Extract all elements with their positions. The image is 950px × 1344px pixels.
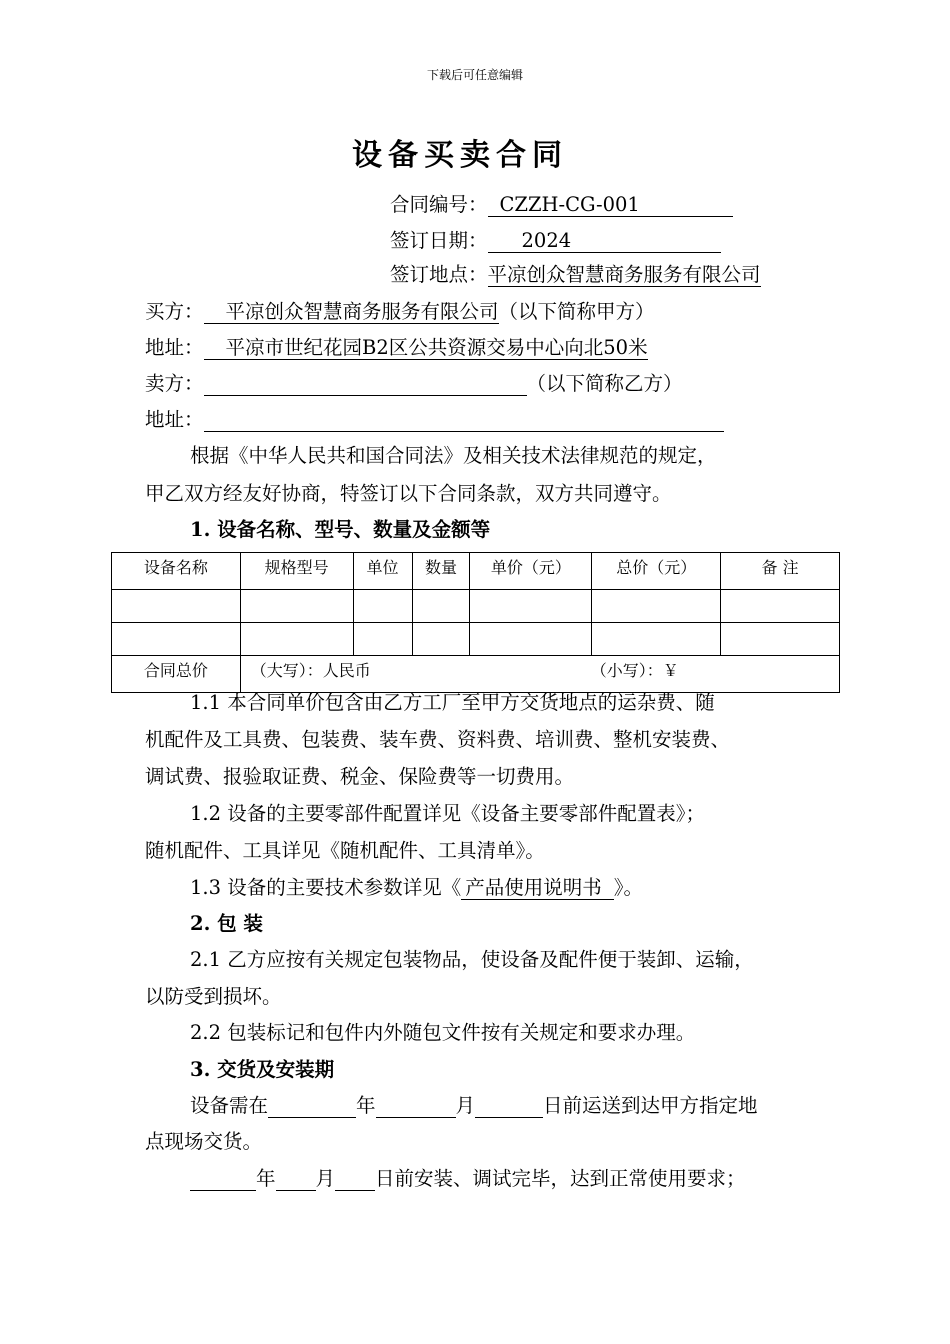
table-row — [112, 623, 840, 656]
clause-1-2-line-2: 随机配件、工具详见《随机配件、工具清单》。 — [145, 839, 545, 862]
table-cell[interactable] — [470, 590, 592, 623]
section-2-heading: 2. 包 装 — [190, 912, 263, 935]
install-year-label: 年 — [256, 1167, 276, 1190]
sign-date-value: 2024 — [521, 229, 572, 252]
total-lower: （小写）：￥ — [590, 661, 679, 680]
delivery-suffix: 日前运送到达甲方指定地 — [543, 1094, 758, 1117]
buyer-field[interactable] — [204, 299, 499, 324]
install-line — [190, 1166, 746, 1192]
table-cell[interactable] — [721, 590, 840, 623]
header-quantity: 数量 — [412, 553, 470, 590]
header-unit-price: 单价（元） — [470, 553, 592, 590]
delivery-year-label: 年 — [356, 1094, 376, 1117]
contract-number-value: CZZH-CG-001 — [499, 193, 640, 216]
clause-1-3-prefix: 1.3 设备的主要技术参数详见《 — [190, 876, 462, 899]
intro-line-2: 甲乙双方经友好协商，特签订以下合同条款，双方共同遵守。 — [145, 482, 672, 505]
page-title: 设备买卖合同 — [352, 138, 568, 173]
header-unit: 单位 — [353, 553, 412, 590]
seller-address-field[interactable] — [204, 407, 724, 432]
sign-date-field[interactable] — [488, 228, 721, 253]
delivery-year-field[interactable] — [268, 1093, 356, 1118]
equipment-table — [111, 552, 840, 693]
delivery-line-2: 点现场交货。 — [145, 1130, 263, 1153]
clause-2-1-line-2: 以防受到损坏。 — [145, 985, 282, 1008]
contract-number-label: 合同编号： — [390, 193, 488, 216]
total-amount-cell[interactable] — [240, 656, 839, 693]
seller-address-label: 地址： — [145, 408, 204, 431]
clause-2-1-line-1: 2.1 乙方应按有关规定包装物品，使设备及配件便于装卸、运输， — [190, 948, 754, 971]
clause-1-1-line-2: 机配件及工具费、包装费、装车费、资料费、培训费、整机安装费、 — [145, 728, 731, 751]
delivery-month-label: 月 — [455, 1094, 476, 1117]
seller-label: 卖方： — [145, 372, 204, 395]
buyer-address-row — [145, 335, 648, 361]
table-cell[interactable] — [240, 623, 353, 656]
sign-place-value: 平凉创众智慧商务服务有限公司 — [487, 263, 761, 286]
total-label: 合同总价 — [112, 656, 241, 693]
clause-1-1-line-1: 1.1 本合同单价包含由乙方工厂至甲方交货地点的运杂费、随 — [190, 691, 715, 714]
seller-suffix: （以下简称乙方） — [526, 372, 683, 395]
delivery-month-field[interactable] — [376, 1093, 456, 1118]
sign-place-field[interactable] — [488, 262, 761, 287]
clause-1-2-line-1: 1.2 设备的主要零部件配置详见《设备主要零部件配置表》； — [190, 802, 705, 825]
intro-line-1: 根据《中华人民共和国合同法》及相关技术法律规范的规定， — [190, 444, 717, 467]
table-cell[interactable] — [112, 623, 241, 656]
sign-date-label: 签订日期： — [390, 229, 488, 252]
table-cell[interactable] — [353, 590, 412, 623]
header-model: 规格型号 — [240, 553, 353, 590]
install-day-field[interactable] — [335, 1166, 375, 1191]
seller-row — [145, 371, 683, 397]
clause-2-2: 2.2 包装标记和包件内外随包文件按有关规定和要求办理。 — [190, 1021, 696, 1044]
install-suffix: 日前安装、调试完毕，达到正常使用要求； — [375, 1167, 746, 1190]
buyer-suffix: （以下简称甲方） — [498, 300, 655, 323]
header-total-price: 总价（元） — [592, 553, 721, 590]
section-1-heading: 1. 设备名称、型号、数量及金额等 — [190, 518, 491, 541]
delivery-prefix: 设备需在 — [190, 1094, 269, 1117]
table-row — [112, 590, 840, 623]
buyer-label: 买方： — [145, 300, 204, 323]
table-total-row — [112, 656, 840, 693]
manual-field[interactable] — [461, 875, 614, 900]
seller-address-row — [145, 407, 724, 433]
section-3-heading: 3. 交货及安装期 — [190, 1058, 335, 1081]
install-year-field[interactable] — [190, 1166, 256, 1191]
table-cell[interactable] — [353, 623, 412, 656]
table-cell[interactable] — [592, 590, 721, 623]
contract-number-row — [390, 192, 733, 218]
delivery-line-1 — [190, 1093, 758, 1119]
install-month-label: 月 — [315, 1167, 336, 1190]
table-header-row — [112, 553, 840, 590]
header-note: 下载后可任意编辑 — [426, 68, 523, 82]
contract-number-field[interactable] — [488, 192, 733, 217]
clause-1-1-line-3: 调试费、报验取证费、税金、保险费等一切费用。 — [145, 765, 575, 788]
clause-1-3 — [190, 875, 643, 901]
table-cell[interactable] — [240, 590, 353, 623]
manual-value: 产品使用说明书 — [465, 876, 602, 899]
sign-place-row — [390, 262, 761, 288]
table-cell[interactable] — [721, 623, 840, 656]
buyer-address-field[interactable] — [204, 335, 648, 360]
delivery-day-field[interactable] — [475, 1093, 543, 1118]
install-month-field[interactable] — [276, 1166, 316, 1191]
seller-field[interactable] — [204, 371, 527, 396]
sign-place-label: 签订地点： — [390, 263, 488, 286]
buyer-value: 平凉创众智慧商务服务有限公司 — [225, 300, 499, 323]
buyer-address-value: 平凉市世纪花园B2区公共资源交易中心向北50米 — [225, 336, 648, 359]
table-cell[interactable] — [412, 623, 470, 656]
buyer-row — [145, 299, 655, 325]
table-cell[interactable] — [592, 623, 721, 656]
table-cell[interactable] — [112, 590, 241, 623]
clause-1-3-suffix: 》。 — [613, 876, 643, 899]
buyer-address-label: 地址： — [145, 336, 204, 359]
header-equipment-name: 设备名称 — [112, 553, 241, 590]
header-remarks: 备 注 — [721, 553, 840, 590]
total-upper: （大写）：人民币 — [250, 661, 371, 680]
sign-date-row — [390, 228, 721, 254]
table-cell[interactable] — [412, 590, 470, 623]
table-cell[interactable] — [470, 623, 592, 656]
